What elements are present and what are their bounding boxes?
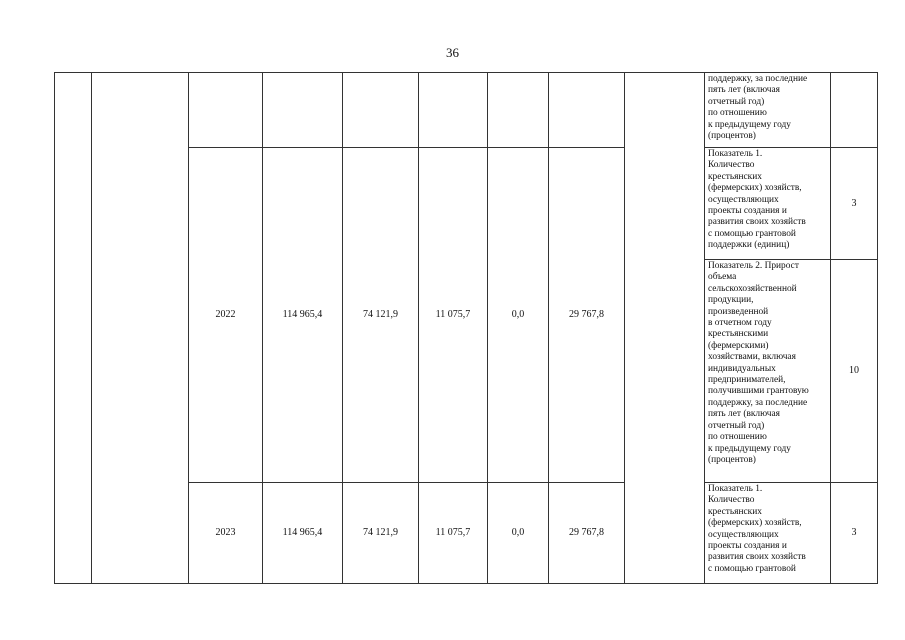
- cell-indicator-value: [831, 73, 878, 148]
- cell-total: 114 965,4: [263, 148, 343, 483]
- cell-indicator: Показатель 1. Количество крестьянских (фермерских) хозяйств, осуществляющих проекты создания и развития своих хозяйств с помощью грантовой: [705, 483, 831, 584]
- cell-extrabudget: [549, 73, 625, 148]
- cell-indicator: Показатель 2. Прирост объема сельскохозяйственной продукции, произведенной в отчетном году крестьянскими (фермерскими) хозяйствами, включая индивидуальных предпринимателей, получившими грантовую поддержку, за последние пять лет (включая отчетный год) по отношению к предыдущему году (процентов): [705, 260, 831, 483]
- cell-federal: 74 121,9: [343, 148, 419, 483]
- cell-indicator: поддержку, за последние пять лет (включая отчетный год) по отношению к предыдущему году (процентов): [705, 73, 831, 148]
- cell-regional: 11 075,7: [419, 148, 488, 483]
- cell-indicator: Показатель 1. Количество крестьянских (фермерских) хозяйств, осуществляющих проекты создания и развития своих хозяйств с помощью грантовой поддержки (единиц): [705, 148, 831, 260]
- cell-year: 2022: [189, 148, 263, 483]
- cell-name-blank: [92, 73, 189, 584]
- cell-total: 114 965,4: [263, 483, 343, 584]
- cell-indicator-value: 10: [831, 260, 878, 483]
- program-funding-table: [54, 72, 878, 584]
- cell-extrabudget: 29 767,8: [549, 483, 625, 584]
- table-row: [55, 73, 878, 148]
- page-number: 36: [446, 45, 459, 60]
- cell-indicator-value: 3: [831, 148, 878, 260]
- cell-executor-blank: [625, 73, 705, 584]
- cell-indicator-value: 3: [831, 483, 878, 584]
- cell-regional: [419, 73, 488, 148]
- cell-year: [189, 73, 263, 148]
- cell-number-blank: [55, 73, 92, 584]
- cell-year: 2023: [189, 483, 263, 584]
- cell-local: [488, 73, 549, 148]
- cell-regional: 11 075,7: [419, 483, 488, 584]
- cell-federal: [343, 73, 419, 148]
- cell-total: [263, 73, 343, 148]
- cell-federal: 74 121,9: [343, 483, 419, 584]
- cell-extrabudget: 29 767,8: [549, 148, 625, 483]
- cell-local: 0,0: [488, 483, 549, 584]
- cell-local: 0,0: [488, 148, 549, 483]
